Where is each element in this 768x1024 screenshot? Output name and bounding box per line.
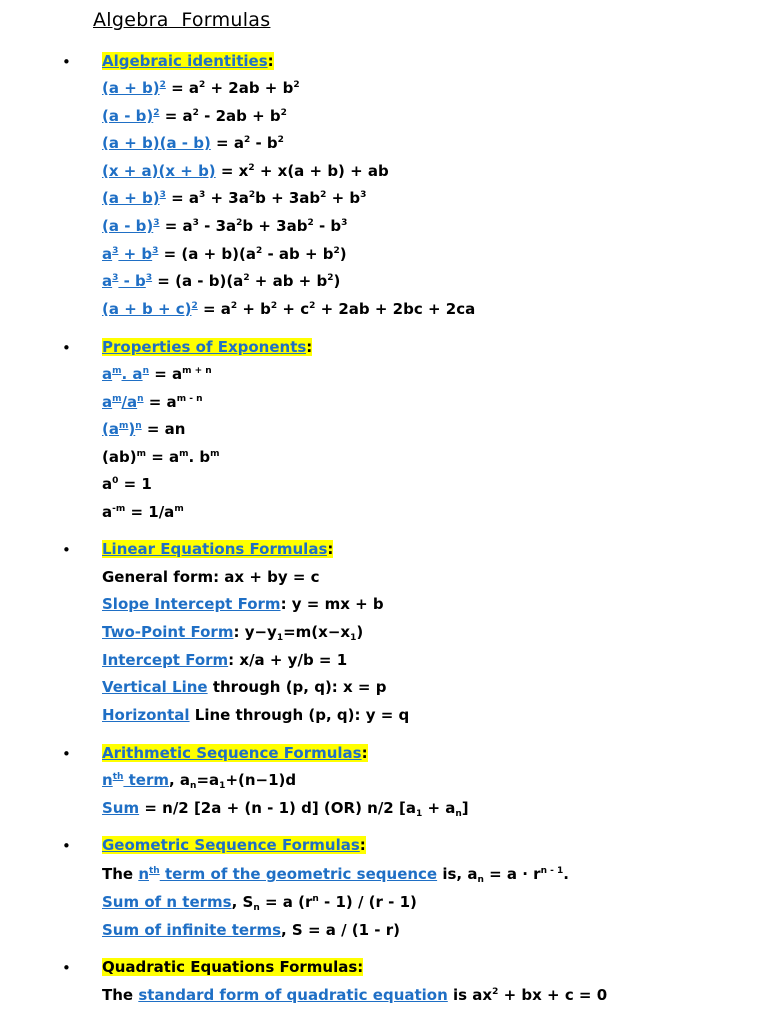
heading-suffix: : <box>306 338 313 356</box>
formula-text: = 1/a <box>125 503 175 521</box>
formula-text: = (a + b)(a <box>158 245 256 263</box>
formula-text: - 3a <box>198 217 237 235</box>
formula-text: = a <box>210 134 244 152</box>
formula-line <box>102 892 417 912</box>
formula-text: 2 <box>230 301 238 311</box>
formula-link[interactable]: (a + b)(a - b) <box>102 134 211 152</box>
formula-text: The <box>102 865 139 883</box>
formula-line <box>102 364 212 384</box>
formula-text: 2 <box>320 190 327 200</box>
formula-text: m <box>136 449 146 459</box>
formula-line <box>102 244 347 264</box>
section-heading-link[interactable]: Linear Equations Formulas <box>102 540 328 558</box>
formula-text: = an <box>141 420 186 438</box>
formula-text: 0 <box>112 476 119 486</box>
formula-text: = a <box>143 393 177 411</box>
formula-line <box>102 770 296 790</box>
formula-link[interactable]: th <box>149 866 160 876</box>
formula-text: : x/a + y/b = 1 <box>228 651 348 669</box>
formula-text: = a (r <box>259 893 313 911</box>
formula-link[interactable]: - b <box>118 272 146 290</box>
formula-text: , S <box>231 893 254 911</box>
formula-text: 2 <box>199 80 206 90</box>
formula-link[interactable]: m <box>112 394 122 404</box>
formula-link[interactable]: /a <box>121 393 138 411</box>
formula-link[interactable]: Two-Point Form <box>102 623 234 641</box>
formula-link[interactable]: n <box>142 366 149 376</box>
formula-link[interactable]: Sum of n terms <box>102 893 232 911</box>
formula-text: + 2ab + 2bc + 2ca <box>315 300 476 318</box>
formula-line <box>102 188 366 208</box>
formula-text: + 3a <box>205 189 249 207</box>
formula-link[interactable]: Sum of infinite terms <box>102 921 282 939</box>
formula-text: m + n <box>182 366 212 376</box>
formula-text: 2 <box>277 135 284 145</box>
bullet-marker: • <box>62 53 71 71</box>
formula-text: n - 1 <box>540 866 564 876</box>
formula-text: ) <box>333 272 341 290</box>
formula-line <box>102 622 363 642</box>
formula-text: = (a - b)(a <box>152 272 244 290</box>
formula-line <box>102 271 340 291</box>
formula-text: 2 <box>333 246 340 256</box>
formula-link[interactable]: 3 <box>153 218 160 228</box>
formula-text: + c <box>277 300 310 318</box>
formula-text: ) <box>339 245 347 263</box>
formula-text: = a <box>145 448 180 466</box>
formula-text: 1 <box>219 781 226 791</box>
formula-line <box>102 78 300 98</box>
formula-text: m <box>174 504 184 514</box>
formula-text: = a <box>148 365 183 383</box>
formula-text: 2 <box>307 218 314 228</box>
formula-line <box>102 447 220 467</box>
formula-text: = a <box>159 107 193 125</box>
formula-link[interactable]: . a <box>121 365 143 383</box>
section-heading[interactable] <box>102 835 366 855</box>
formula-link[interactable]: n <box>102 771 113 789</box>
formula-text: . <box>563 865 569 883</box>
formula-text: = a <box>159 217 193 235</box>
formula-text: n <box>477 875 484 885</box>
formula-link[interactable]: (a + b + c) <box>102 300 192 318</box>
formula-text: through (p, q): x = p <box>207 678 387 696</box>
formula-text: 2 <box>248 163 255 173</box>
formula-link[interactable]: n <box>135 421 142 431</box>
formula-text: 1 <box>276 633 284 643</box>
formula-text: n <box>455 809 462 819</box>
formula-link[interactable]: 2 <box>159 80 166 90</box>
bullet-marker: • <box>62 541 71 559</box>
formula-text: 2 <box>270 301 278 311</box>
formula-link[interactable]: th <box>112 772 124 782</box>
formula-link[interactable]: (a <box>102 420 119 438</box>
section-heading[interactable] <box>102 743 368 763</box>
formula-link[interactable]: Intercept Form <box>102 651 229 669</box>
formula-text: b + 3ab <box>242 217 308 235</box>
formula-link[interactable]: term of the geometric sequence <box>159 865 438 883</box>
formula-line <box>102 705 409 725</box>
formula-line <box>102 650 347 670</box>
formula-link[interactable]: Slope Intercept Form <box>102 595 281 613</box>
formula-text: - 1) / (r - 1) <box>318 893 417 911</box>
formula-line <box>102 567 320 587</box>
formula-link[interactable]: (a - b) <box>102 107 154 125</box>
formula-text: Line through (p, q): y = q <box>189 706 410 724</box>
formula-text: ] <box>461 799 469 817</box>
formula-link[interactable]: n <box>137 394 144 404</box>
formula-text: m - n <box>176 394 203 404</box>
formula-text: = a <box>165 189 199 207</box>
formula-text: b + 3ab <box>255 189 321 207</box>
formula-line <box>102 106 287 126</box>
formula-text: m <box>179 449 189 459</box>
formula-line <box>102 502 184 522</box>
formula-text: General form: ax + by = c <box>102 568 320 586</box>
formula-text: . b <box>188 448 211 466</box>
formula-text: + x(a + b) + ab <box>254 162 389 180</box>
formula-text: 2 <box>192 108 199 118</box>
bullet-marker: • <box>62 837 71 855</box>
formula-link[interactable]: standard form of quadratic equation <box>138 986 448 1004</box>
heading-suffix: : <box>267 52 274 70</box>
formula-text: 3 <box>199 190 206 200</box>
formula-text: +(n−1)d <box>225 771 297 789</box>
formula-link[interactable]: a <box>102 272 113 290</box>
formula-link[interactable]: (a + b) <box>102 189 160 207</box>
formula-link[interactable]: + b <box>118 245 153 263</box>
formula-text: 2 <box>492 987 499 997</box>
formula-line <box>102 920 400 940</box>
section-heading <box>102 957 363 977</box>
formula-text: 1 <box>350 633 357 643</box>
formula-text: + b <box>326 189 361 207</box>
formula-link[interactable]: 3 <box>145 273 153 283</box>
formula-line <box>102 985 607 1005</box>
formula-link[interactable]: a <box>102 393 113 411</box>
formula-text: is, a <box>437 865 478 883</box>
formula-text: 2 <box>309 301 316 311</box>
formula-line <box>102 299 475 319</box>
formula-line <box>102 133 284 153</box>
formula-text: = x <box>215 162 249 180</box>
formula-text: The <box>102 986 139 1004</box>
formula-text: 2 <box>243 135 251 145</box>
heading-suffix: : <box>361 744 368 762</box>
page-title: Algebra Formulas <box>93 9 271 31</box>
formula-link[interactable]: a <box>102 365 113 383</box>
formula-text: a <box>102 475 113 493</box>
formula-text: 2 <box>293 80 300 90</box>
section-heading-link[interactable]: Algebraic identities <box>102 52 268 70</box>
formula-line <box>102 677 386 697</box>
bullet-marker: • <box>62 339 71 357</box>
formula-text: a <box>102 503 113 521</box>
formula-line <box>102 161 389 181</box>
heading-suffix: : <box>359 836 366 854</box>
formula-text: m <box>210 449 220 459</box>
formula-link[interactable]: 2 <box>153 108 160 118</box>
formula-text: is ax <box>447 986 493 1004</box>
heading-suffix: : <box>327 540 334 558</box>
formula-text: 2 <box>255 246 263 256</box>
formula-text: = n/2 [2a + (n - 1) d] (OR) n/2 [a <box>139 799 416 817</box>
formula-line <box>102 419 185 439</box>
formula-text: - b <box>313 217 342 235</box>
formula-text: n <box>190 781 197 791</box>
formula-link[interactable]: 3 <box>159 190 166 200</box>
formula-link[interactable]: term <box>123 771 169 789</box>
formula-line <box>102 392 202 412</box>
formula-text: n <box>312 894 319 904</box>
formula-link[interactable]: (a - b) <box>102 217 154 235</box>
formula-line <box>102 216 347 236</box>
formula-text: + bx + c = 0 <box>498 986 608 1004</box>
formula-text: n <box>253 903 260 913</box>
formula-text: 2 <box>327 273 334 283</box>
formula-text: 2 <box>236 218 243 228</box>
formula-text: =m(x−x <box>283 623 351 641</box>
formula-text: 3 <box>192 218 199 228</box>
section-heading-text: Quadratic Equations Formulas: <box>102 958 364 976</box>
section-heading-link[interactable]: Arithmetic Sequence Formulas <box>102 744 362 762</box>
formula-text: 1 <box>415 809 423 819</box>
bullet-marker: • <box>62 959 71 977</box>
formula-link[interactable]: ) <box>128 420 136 438</box>
formula-text: + 2ab + b <box>205 79 294 97</box>
formula-text: ) <box>356 623 364 641</box>
formula-link[interactable]: 3 <box>152 246 159 256</box>
section-heading[interactable] <box>102 51 274 71</box>
formula-link[interactable]: Sum <box>102 799 140 817</box>
formula-link[interactable]: 2 <box>191 301 198 311</box>
bullet-marker: • <box>62 745 71 763</box>
formula-text: -m <box>112 504 126 514</box>
formula-link[interactable]: 3 <box>112 273 119 283</box>
formula-text: 2 <box>243 273 250 283</box>
formula-link[interactable]: (a + b) <box>102 79 160 97</box>
formula-line <box>102 594 384 614</box>
formula-link[interactable]: 3 <box>112 246 119 256</box>
section-heading-link[interactable]: Geometric Sequence Formulas <box>102 836 360 854</box>
formula-text: + a <box>422 799 456 817</box>
formula-line <box>102 798 469 818</box>
formula-text: = a <box>165 79 199 97</box>
formula-line <box>102 864 569 884</box>
formula-text: =a <box>196 771 220 789</box>
section-heading-link[interactable]: Properties of Exponents <box>102 338 307 356</box>
section-heading[interactable] <box>102 337 312 357</box>
formula-link[interactable]: Horizontal <box>102 706 190 724</box>
formula-link[interactable]: a <box>102 245 113 263</box>
formula-link[interactable]: n <box>138 865 149 883</box>
formula-text: , a <box>169 771 191 789</box>
formula-text: + b <box>237 300 271 318</box>
formula-text: (ab) <box>102 448 137 466</box>
formula-text: 3 <box>360 190 367 200</box>
formula-text: + ab + b <box>249 272 328 290</box>
formula-text: = 1 <box>118 475 152 493</box>
formula-text: 3 <box>341 218 348 228</box>
formula-link[interactable]: Vertical Line <box>102 678 208 696</box>
formula-text: : y−y <box>233 623 277 641</box>
formula-text: - b <box>250 134 278 152</box>
formula-text: : y = mx + b <box>280 595 384 613</box>
formula-text: - ab + b <box>262 245 334 263</box>
section-heading[interactable] <box>102 539 333 559</box>
formula-text: = a <box>197 300 231 318</box>
formula-text: = a · r <box>483 865 541 883</box>
formula-text: 2 <box>248 190 256 200</box>
formula-link[interactable]: m <box>112 366 122 376</box>
formula-text: 2 <box>280 108 287 118</box>
formula-text: , S = a / (1 - r) <box>281 921 401 939</box>
formula-link[interactable]: (x + a)(x + b) <box>102 162 216 180</box>
formula-text: - 2ab + b <box>198 107 281 125</box>
formula-line <box>102 474 152 494</box>
formula-link[interactable]: m <box>118 421 129 431</box>
